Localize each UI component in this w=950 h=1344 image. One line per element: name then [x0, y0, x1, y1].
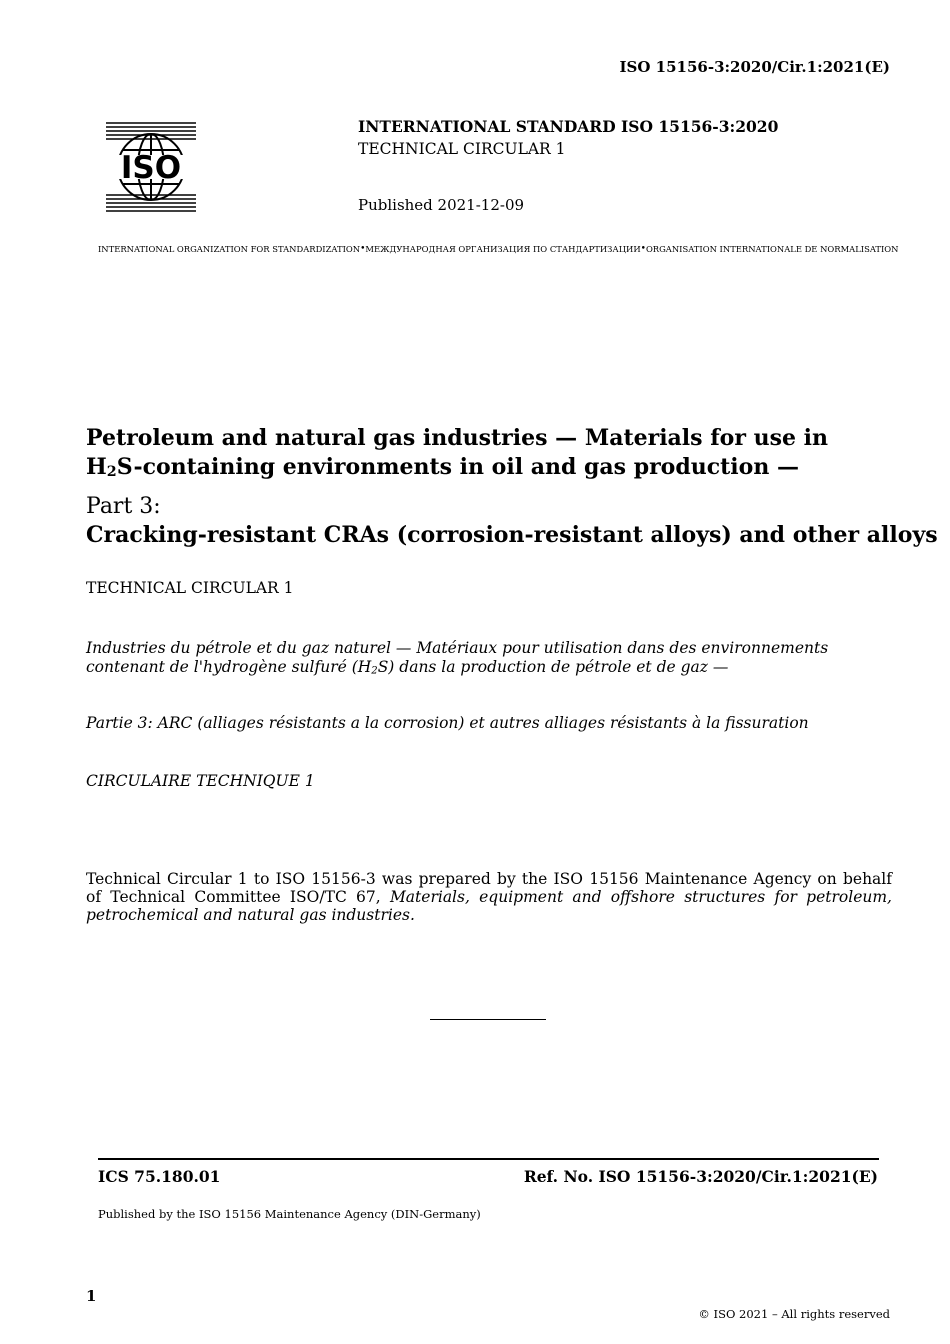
ics-code: ICS 75.180.01: [98, 1167, 221, 1186]
footer-rule: [98, 1158, 879, 1160]
copyright-notice: © ISO 2021 – All rights reserved: [698, 1307, 890, 1321]
title-subscript: 2: [106, 464, 117, 481]
french-title: [86, 639, 876, 677]
title-part-1: Petroleum and natural gas industries — Materials for use in H: [86, 425, 828, 480]
footer-reference: Ref. No. ISO 15156-3:2020/Cir.1:2021(E): [523, 1167, 878, 1186]
introduction-paragraph: [86, 870, 892, 924]
header-reference: ISO 15156-3:2020/Cir.1:2021(E): [619, 58, 890, 76]
document-title: [86, 424, 886, 482]
iso-logo: [104, 120, 198, 214]
org-name-russian: МЕЖДУНАРОДНАЯ ОРГАНИЗАЦИЯ ПО СТАНДАРТИЗАЦИИ: [365, 244, 641, 254]
organization-names: [98, 244, 899, 254]
separator-bullet: •: [360, 244, 366, 254]
separator-bullet: •: [640, 244, 646, 254]
iso-logo-text: ISO: [120, 150, 182, 186]
page-number: 1: [86, 1287, 97, 1305]
intro-text: Technical Circular 1 to ISO 15156-3 was prepared by the ISO 15156 Maintenance Agency on behalf of Technical Committee ISO/TC 67,: [86, 870, 892, 906]
french-title-subscript: 2: [371, 665, 378, 677]
french-title-part-2: S) dans la production de pétrole et de gaz —: [377, 658, 729, 676]
french-part-title: Partie 3: ARC (alliages résistants a la corrosion) et autres alliages résistants à la fissuration: [86, 714, 809, 732]
publisher-note: Published by the ISO 15156 Maintenance Agency (DIN-Germany): [98, 1207, 481, 1221]
circular-label: TECHNICAL CIRCULAR 1: [86, 579, 294, 597]
french-title-part-1: Industries du pétrole et du gaz naturel — Matériaux pour utilisation dans des environnements contenant de l'hydrogène sulfuré (H: [86, 639, 829, 676]
part-title: Cracking-resistant CRAs (corrosion-resistant alloys) and other alloys: [86, 522, 938, 548]
title-part-2: S-containing environments in oil and gas production —: [116, 454, 799, 480]
end-rule: [430, 1019, 546, 1020]
iso-logo-graphic: [104, 120, 198, 214]
circular-subtitle: TECHNICAL CIRCULAR 1: [358, 140, 566, 158]
standard-title: INTERNATIONAL STANDARD ISO 15156-3:2020: [358, 117, 779, 136]
french-circular-label: CIRCULAIRE TECHNIQUE 1: [86, 772, 315, 790]
publication-date: Published 2021-12-09: [358, 196, 525, 214]
part-label: Part 3:: [86, 494, 161, 519]
org-name-english: INTERNATIONAL ORGANIZATION FOR STANDARDIZATION: [98, 244, 361, 254]
org-name-french: ORGANISATION INTERNATIONALE DE NORMALISATION: [645, 244, 899, 254]
committee-title: Materials, equipment and offshore structures for petroleum, petrochemical and natural gas industries.: [86, 888, 892, 924]
